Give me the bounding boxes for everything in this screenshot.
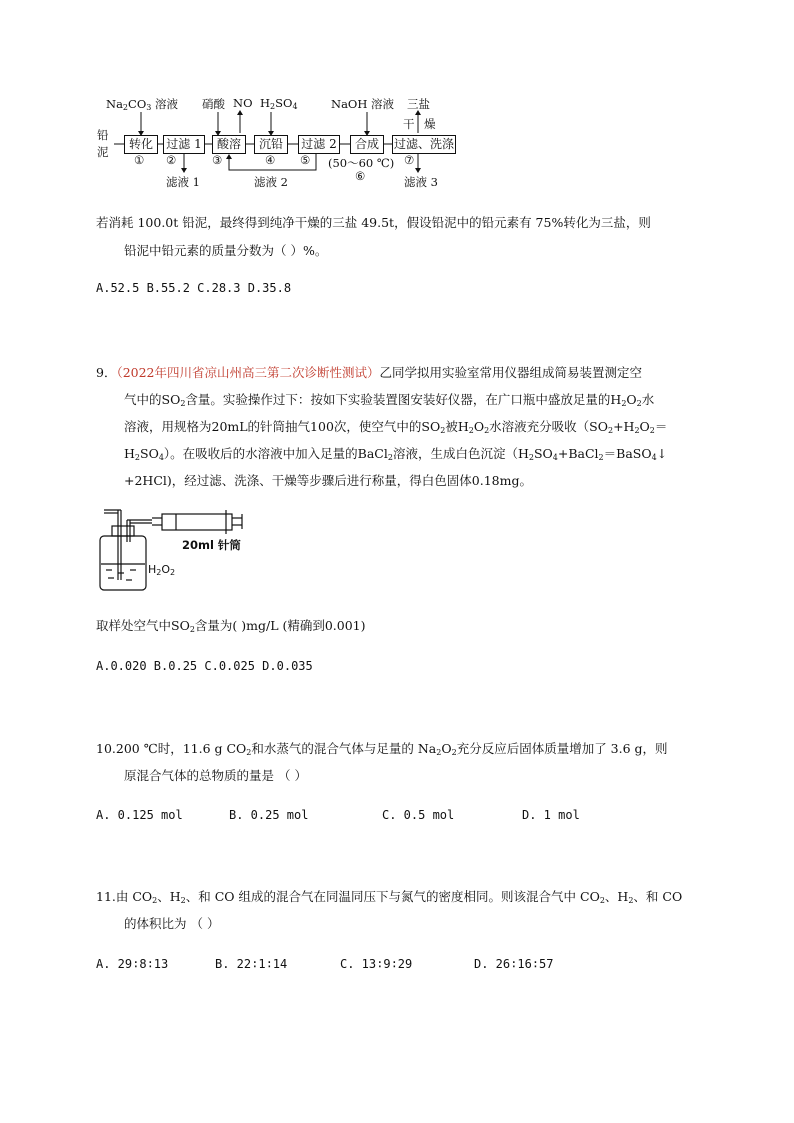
step-filter-1: 过滤 1 (163, 135, 205, 154)
step-num-6: ⑥ (355, 169, 366, 183)
h2o2-label: $H_2O_2$ (148, 563, 176, 577)
q9-line-5: +2HCl)，经过滤、洗涤、干燥等步骤后进行称量，得白色固体0.18mg。 (124, 473, 532, 488)
step-conversion: 转化 (124, 135, 158, 154)
q10-line-2: 原混合气体的总物质的量是 （ ） (124, 768, 307, 783)
q9-ask: 取样处空气中$SO_2$含量为( )mg/L (精确到0.001) (96, 618, 366, 634)
q8-stem-line-1: 若消耗 100.0t 铅泥，最终得到纯净干燥的三盐 49.5t，假设铅泥中的铅元素有 75%转化为三盐，则 (96, 215, 651, 230)
step-synthesis: 合成 (350, 135, 384, 154)
lead-mud-label-bottom: 泥 (97, 145, 109, 159)
filtrate-3-label: 滤液 3 (404, 175, 438, 189)
q9-line-3: 溶液，用规格为20mL的针筒抽气100次，使空气中的$SO_2$被$H_2O_2$水溶液充分吸收（$SO_2+H_2O_2=$ (124, 419, 668, 435)
step-num-1: ① (134, 153, 145, 167)
q9-line-4: $H_2SO_4$）。在吸收后的水溶液中加入足量的BaCl$_2$溶液，生成白色沉淀（$H_2SO_4+BaCl_2=BaSO_4↓$ (124, 446, 668, 462)
step-num-4: ④ (265, 153, 276, 167)
step-num-3: ③ (212, 153, 223, 167)
tribasic-salt-label: 三盐 (407, 97, 430, 111)
na2co3-input-label: $Na_2CO_3$ 溶液 (106, 97, 178, 112)
q10-option-a: A. 0.125 mol (96, 808, 183, 822)
q10-line-1: 10.200 ℃时，11.6 g $CO_2$和水蒸气的混合气体与足量的 $Na_2O_2$充分反应后固体质量增加了 3.6 g，则 (96, 741, 668, 757)
filtrate-2-label: 滤液 2 (254, 175, 288, 189)
q9-options: A.0.020 B.0.25 C.0.025 D.0.035 (96, 659, 313, 673)
q11-line-1: 11.由 $CO_2$、$H_2$、和 CO 组成的混合气在同温同压下与氮气的密度相同。则该混合气中 $CO_2$、$H_2$、和 CO (96, 889, 683, 905)
nitric-acid-label: 硝酸 (202, 97, 225, 111)
step-acid-dissolve: 酸溶 (212, 135, 246, 154)
no-gas-label: NO (233, 96, 253, 110)
q10-option-b: B. 0.25 mol (229, 808, 309, 822)
step-num-2: ② (166, 153, 177, 167)
q11-option-d: D. 26∶16∶57 (474, 957, 554, 971)
naoh-input-label: NaOH 溶液 (331, 97, 395, 111)
syringe-label: 20ml 针筒 (182, 538, 241, 552)
q9-source: （2022年四川省凉山州高三第二次诊断性测试） (116, 365, 380, 380)
q9-line-1: 9．（2022年四川省凉山州高三第二次诊断性测试）乙同学拟用实验室常用仪器组成简易装置测定空 (96, 365, 643, 380)
q10-option-c: C. 0.5 mol (382, 808, 455, 822)
step-filter-2: 过滤 2 (298, 135, 340, 154)
step-num-7: ⑦ (404, 153, 415, 167)
q10-option-d: D. 1 mol (522, 808, 580, 822)
dry-label-b: 燥 (424, 117, 436, 131)
dry-label-a: 干 (403, 117, 415, 131)
q11-option-b: B. 22∶1∶14 (215, 957, 288, 971)
q8-options: A.52.5 B.55.2 C.28.3 D.35.8 (96, 281, 292, 295)
q11-option-a: A. 29∶8∶13 (96, 957, 169, 971)
q8-stem-line-2: 铅泥中铅元素的质量分数为（ ）%。 (124, 243, 328, 258)
step-num-5: ⑤ (300, 153, 311, 167)
q9-line-2: 气中的$SO_2$含量。实验操作过下：按如下实验装置图安装好仪器，在广口瓶中盛放足量的$H_2O_2$水 (124, 392, 655, 408)
step-lead-precipitate: 沉铅 (254, 135, 288, 154)
filtrate-1-label: 滤液 1 (166, 175, 200, 189)
h2so4-input-label: $H_2SO_4$ (260, 96, 298, 111)
synthesis-temperature: (50～60 ℃) (328, 156, 395, 170)
step-filter-wash: 过滤、洗涤 (392, 135, 456, 154)
q11-line-2: 的体积比为 （ ） (124, 916, 220, 931)
q11-option-c: C. 13∶9∶29 (340, 957, 413, 971)
lead-mud-label-top: 铅 (97, 128, 109, 142)
